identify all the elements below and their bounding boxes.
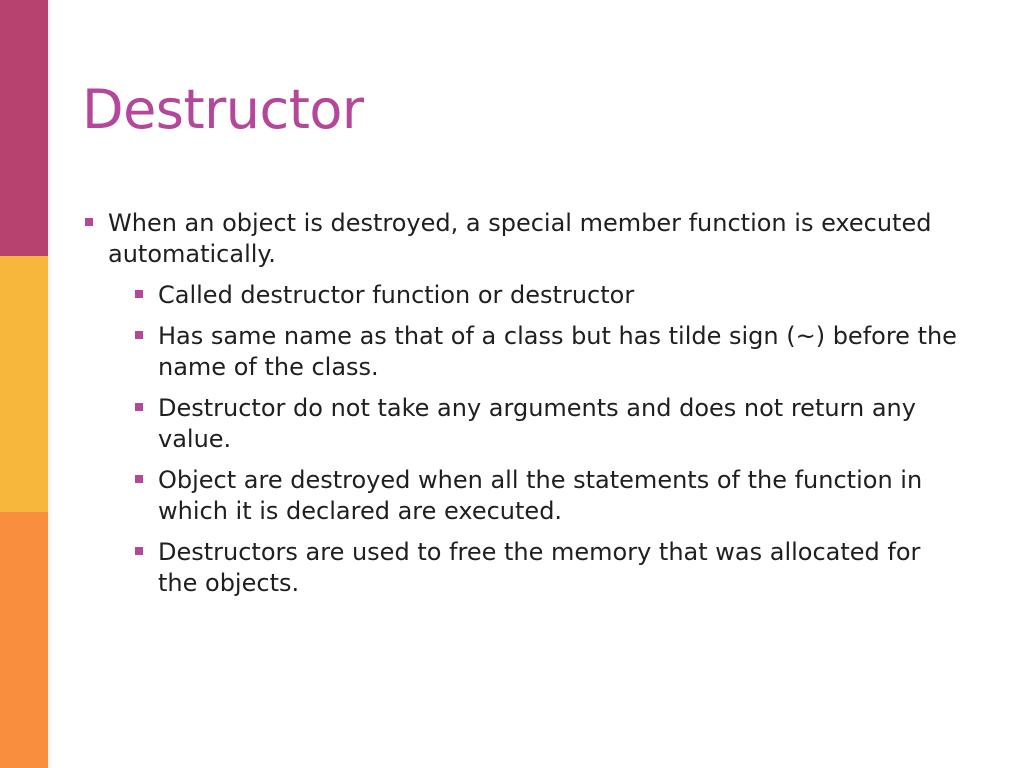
- square-bullet-icon: [85, 218, 93, 226]
- bullet-item: [82, 208, 962, 270]
- sub-bullet-text: Destructor do not take any arguments and does not return any value.: [158, 394, 916, 453]
- decorative-side-bar: [0, 0, 48, 768]
- sub-bullet-item: [82, 537, 962, 599]
- sub-bullet-item: [82, 393, 962, 455]
- sub-bullet-text: Object are destroyed when all the statements of the function in which it is declared are executed.: [158, 466, 923, 525]
- square-bullet-icon: [135, 290, 143, 298]
- sub-bullet-text: Has same name as that of a class but has tilde sign (~) before the name of the class.: [158, 322, 957, 381]
- side-bar-middle-segment: [0, 256, 48, 512]
- side-bar-shadow: [48, 0, 54, 768]
- slide-content: [82, 208, 962, 609]
- sub-bullet-text: Called destructor function or destructor: [158, 281, 635, 309]
- slide-title: Destructor: [82, 78, 364, 141]
- sub-bullet-item: [82, 280, 962, 311]
- square-bullet-icon: [135, 547, 143, 555]
- sub-bullet-text: Destructors are used to free the memory that was allocated for the objects.: [158, 538, 921, 597]
- bullet-text: When an object is destroyed, a special member function is executed automatically.: [108, 209, 932, 268]
- sub-bullet-item: [82, 321, 962, 383]
- side-bar-bottom-segment: [0, 512, 48, 768]
- side-bar-top-segment: [0, 0, 48, 256]
- square-bullet-icon: [135, 331, 143, 339]
- bullet-list: [82, 208, 962, 599]
- sub-bullet-item: [82, 465, 962, 527]
- square-bullet-icon: [135, 475, 143, 483]
- square-bullet-icon: [135, 403, 143, 411]
